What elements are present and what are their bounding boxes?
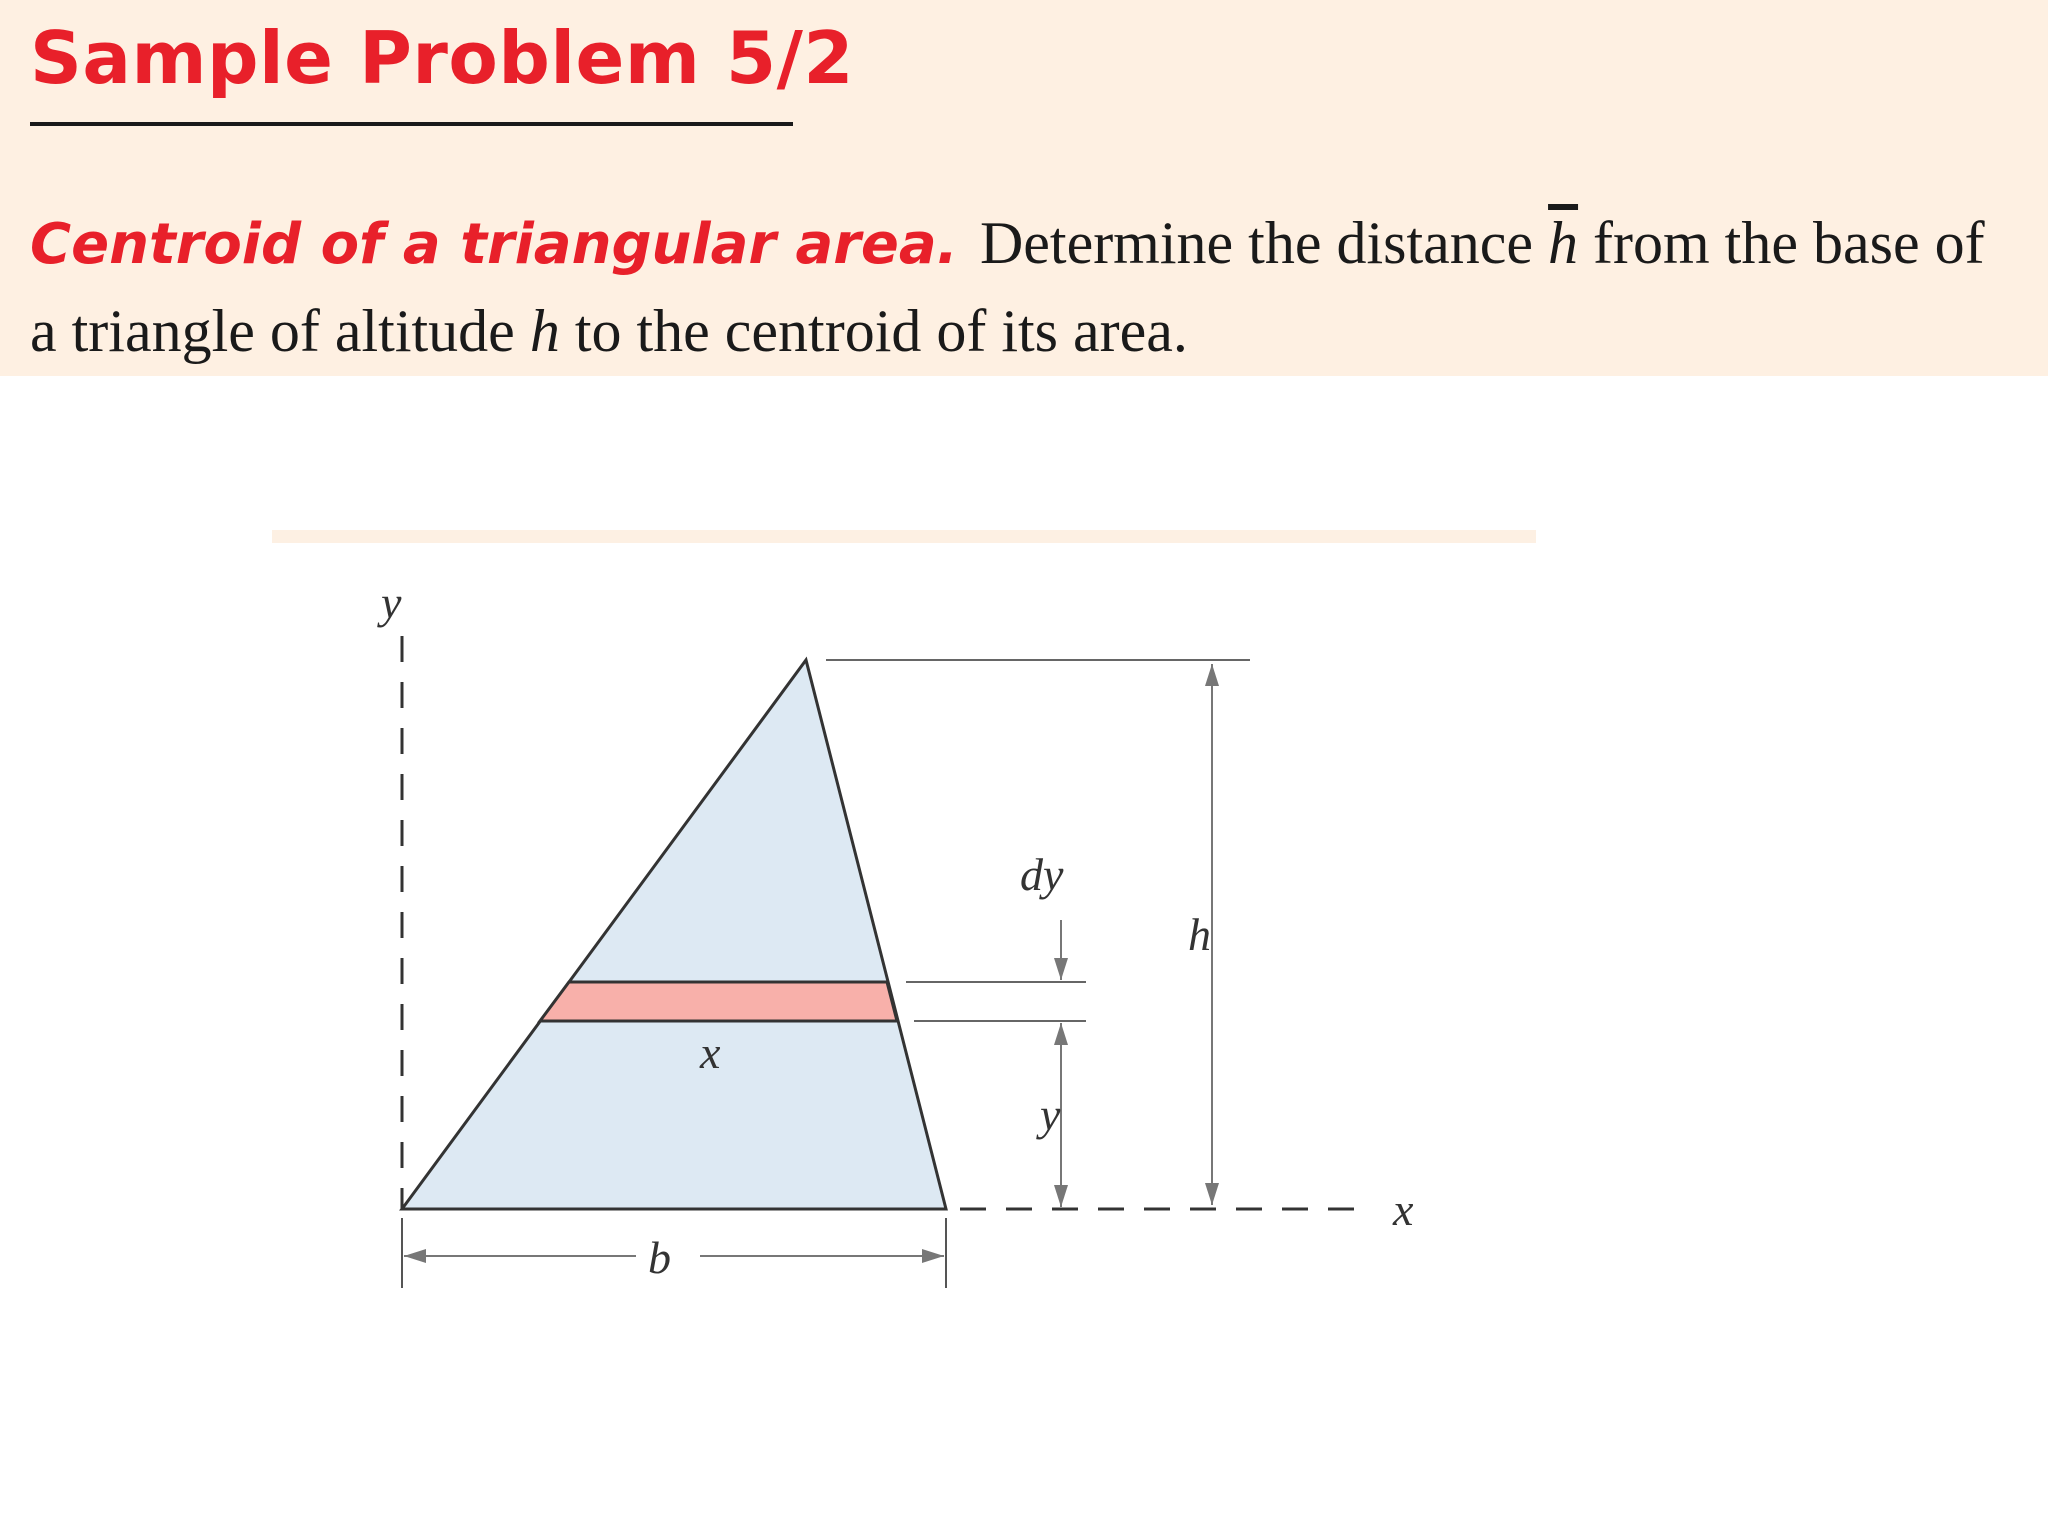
page-title: Sample Problem 5/2 xyxy=(30,16,854,100)
b-arrow-right xyxy=(922,1249,944,1263)
dy-label: dy xyxy=(1020,849,1064,900)
strip-x-label: x xyxy=(700,1027,721,1078)
x-axis-label: x xyxy=(1393,1184,1414,1235)
differential-strip xyxy=(540,982,897,1021)
h-arrow-bottom xyxy=(1205,1183,1219,1205)
problem-lead: Centroid of a triangular area. xyxy=(30,212,958,277)
problem-text-1: Determine the distance xyxy=(979,210,1549,276)
b-arrow-left xyxy=(404,1249,426,1263)
problem-text-2: from the base of a triangle of altitude xyxy=(30,210,1985,364)
y-dim-arrow-top xyxy=(1054,1023,1068,1045)
y-axis-label: y xyxy=(381,577,402,628)
problem-text-3: to the centroid of its area. xyxy=(559,298,1188,364)
dy-arrowhead xyxy=(1054,958,1068,980)
y-dimension-label: y xyxy=(1040,1089,1061,1140)
triangle-area xyxy=(402,660,946,1209)
h-symbol: h xyxy=(529,298,560,364)
h-bar-symbol: $\overline{h}$ xyxy=(1548,210,1579,276)
y-dim-arrow-bottom xyxy=(1054,1185,1068,1207)
h-label: h xyxy=(1188,909,1211,960)
h-arrow-top xyxy=(1205,664,1219,686)
b-label: b xyxy=(648,1232,671,1283)
